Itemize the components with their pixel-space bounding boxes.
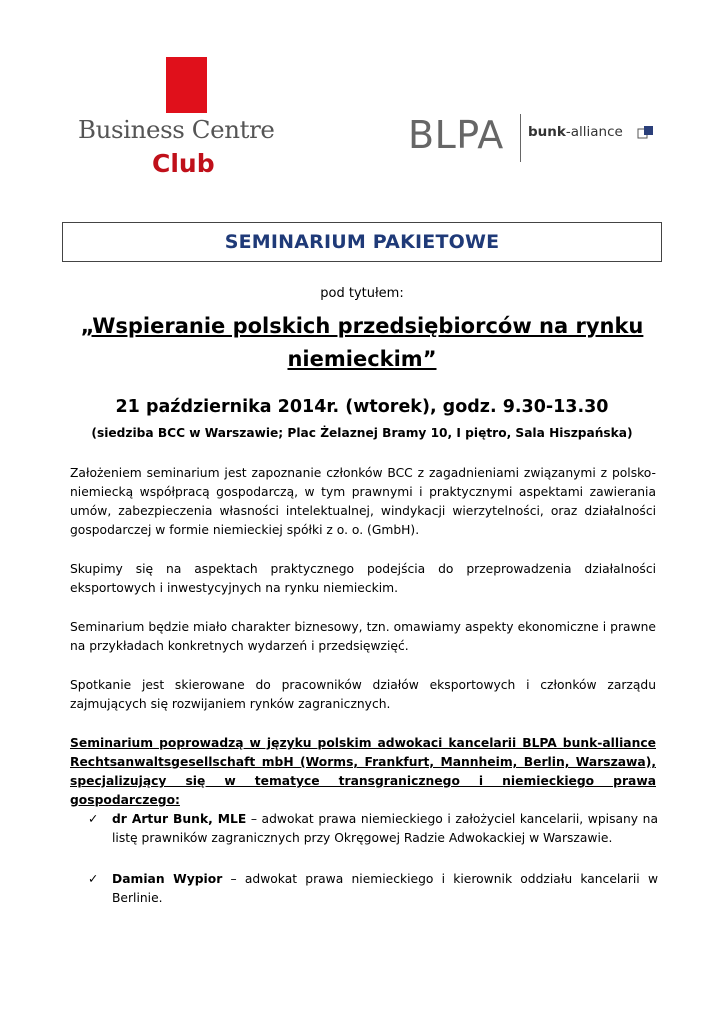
event-date: 21 października 2014r. (wtorek), godz. 9.30-13.30 <box>115 397 609 417</box>
bcc-logo-text: Business Centre <box>78 115 275 144</box>
subtitle-intro: pod tytułem: <box>320 286 404 301</box>
speaker-description: – adwokat prawa niemieckiego i kierownik oddziału kancelarii w Berlinie. <box>112 872 659 905</box>
logo-divider <box>520 114 521 162</box>
blpa-logo-text: BLPA <box>408 113 504 157</box>
seminar-type-title: SEMINARIUM PAKIETOWE <box>224 231 500 253</box>
business-centre-club-logo <box>78 57 298 183</box>
alliance-text: -alliance <box>565 124 623 140</box>
main-title-line1: „Wspieranie polskich przedsiębiorców na rynku <box>80 314 644 338</box>
seminar-title-box <box>62 222 662 262</box>
bcc-red-square-icon <box>166 57 207 113</box>
bunk-alliance-logo-text <box>528 124 623 140</box>
main-title-line2: niemieckim” <box>287 347 437 371</box>
checkmark-icon: ✓ <box>88 812 99 826</box>
speaker-name: dr Artur Bunk, MLE <box>112 812 247 826</box>
bcc-logo-club: Club <box>152 149 215 178</box>
speaker-text <box>112 870 658 908</box>
paragraph-audience: Spotkanie jest skierowane do pracowników działów eksportowych i członków zarządu zajmujących się rozwijaniem rynków zagranicznych. <box>70 678 656 711</box>
paragraph-focus: Skupimy się na aspektach praktycznego podejścia do przeprowadzenia działalności eksportowych i inwestycyjnych na rynku niemieckim. <box>70 562 656 595</box>
main-title <box>62 310 662 376</box>
paragraph-character: Seminarium będzie miało charakter biznesowy, tzn. omawiamy aspekty ekonomiczne i prawne na przykładach konkretnych wydarzeń i przedsięwzięć. <box>70 620 656 653</box>
speaker-text <box>112 810 658 848</box>
blpa-bunk-alliance-logo <box>408 112 658 164</box>
speaker-description: – adwokat prawa niemieckiego i założyciel kancelarii, wpisany na listę prawników zagranicznych przy Okręgowej Radzie Adwokackiej w Warszawie. <box>112 812 658 845</box>
paragraph-speakers-intro: Seminarium poprowadzą w języku polskim adwokaci kancelarii BLPA bunk-alliance Rechtsanwaltsgesellschaft mbH (Worms, Frankfurt, Mannheim, Berlin, Warszawa), specjalizujący się w tematyce transgranicznego i niemieckiego prawa gospodarczego: <box>70 736 656 807</box>
checkmark-icon: ✓ <box>88 872 99 886</box>
speaker-name: Damian Wypior <box>112 872 223 886</box>
event-venue: (siedziba BCC w Warszawie; Plac Żelaznej Bramy 10, I piętro, Sala Hiszpańska) <box>91 426 633 440</box>
paragraph-intro: Założeniem seminarium jest zapoznanie członków BCC z zagadnieniami związanymi z polsko-niemiecką współpracą gospodarczą, w tym prawnymi i praktycznymi aspektami zawierania umów, zabezpieczenia własności intelektualnej, windykacji wierzytelności, oraz działalności gospodarczej w formie niemieckiej spółki z o. o. (GmbH). <box>70 466 656 537</box>
bunk-alliance-square-icon <box>637 125 655 139</box>
bunk-text: bunk <box>528 124 566 140</box>
speaker-item <box>88 810 658 848</box>
speaker-item <box>88 870 658 908</box>
